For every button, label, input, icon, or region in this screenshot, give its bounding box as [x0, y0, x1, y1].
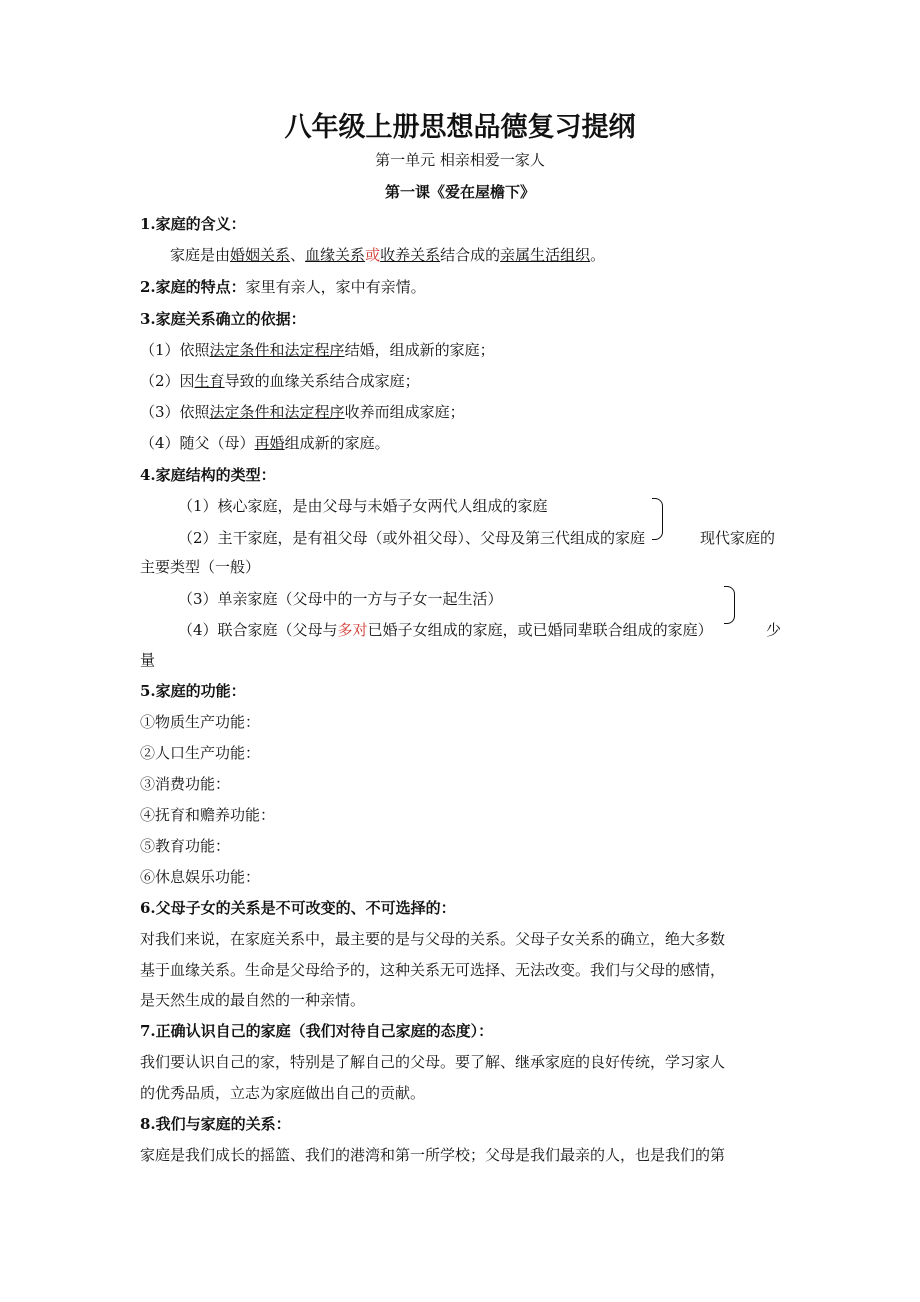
lesson-heading: 第一课《爱在屋檐下》: [384, 183, 535, 201]
paragraph-line: 的优秀品质，立志为家庭做出自己的贡献。: [140, 1084, 426, 1102]
text-span: 结婚，组成新的家庭；: [344, 341, 495, 359]
section-2-heading: 2.家庭的特点：: [140, 278, 246, 296]
section-2-line: [140, 277, 426, 297]
section-7-heading: 7.正确认识自己的家庭（我们对待自己家庭的态度）：: [140, 1022, 494, 1040]
text-span: 导致的血缘关系结合成家庭；: [224, 372, 420, 390]
section-5-heading: 5.家庭的功能：: [140, 682, 246, 700]
text-span: （3）依照: [140, 403, 210, 421]
underlined-term: 法定条件和法定程序: [209, 341, 345, 359]
highlight-term: 多对: [337, 621, 368, 639]
text-span: 。: [590, 246, 606, 264]
function-item: ②人口生产功能：: [140, 744, 261, 762]
family-type-item: （3）单亲家庭（父母中的一方与子女一起生活）: [178, 590, 503, 608]
text-span: 、: [290, 246, 306, 264]
function-item: ⑤教育功能：: [140, 837, 231, 855]
function-item: ④抚育和赡养功能：: [140, 806, 276, 824]
paragraph-line: 家庭是我们成长的摇篮、我们的港湾和第一所学校；父母是我们最亲的人，也是我们的第: [140, 1146, 726, 1164]
section-3-item: [140, 371, 420, 391]
brace-mark: [724, 586, 735, 624]
minority-note-cont: 量: [140, 651, 156, 669]
text-span: （1）依照: [140, 341, 210, 359]
modern-family-note: 现代家庭的: [700, 529, 776, 547]
section-2-text: 家里有亲人，家中有亲情。: [245, 278, 426, 296]
section-3-item: [140, 433, 390, 453]
section-8-heading: 8.我们与家庭的关系：: [140, 1115, 291, 1133]
function-item: ①物质生产功能：: [140, 713, 261, 731]
section-6-heading: 6.父母子女的关系是不可改变的、不可选择的：: [140, 899, 456, 917]
paragraph-line: 基于血缘关系。生命是父母给予的，这种关系无可选择、无法改变。我们与父母的感情，: [140, 961, 726, 979]
underlined-term: 亲属生活组织: [500, 246, 591, 264]
section-4-heading: 4.家庭结构的类型：: [140, 466, 276, 484]
unit-heading: 第一单元 相亲相爱一家人: [375, 151, 545, 169]
family-type-item: [178, 620, 713, 640]
function-item: ⑥休息娱乐功能：: [140, 868, 261, 886]
underlined-term: 婚姻关系: [230, 246, 291, 264]
section-1-heading: 1.家庭的含义：: [140, 215, 246, 233]
paragraph-line: 我们要认识自己的家，特别是了解自己的父母。要了解、继承家庭的良好传统，学习家人: [140, 1053, 726, 1071]
brace-mark: [652, 498, 663, 540]
underlined-term: 收养关系: [380, 246, 441, 264]
page-title: 八年级上册思想品德复习提纲: [284, 112, 636, 143]
section-1-text: [170, 245, 605, 265]
family-type-item: （1）核心家庭，是由父母与未婚子女两代人组成的家庭: [178, 497, 548, 515]
minority-note: 少: [766, 621, 782, 639]
underlined-term: 法定条件和法定程序: [209, 403, 345, 421]
underlined-term: 生育: [194, 372, 225, 390]
text-span: 已婚子女组成的家庭，或已婚同辈联合组成的家庭）: [367, 621, 713, 639]
function-item: ③消费功能：: [140, 775, 231, 793]
underlined-term: 血缘关系: [305, 246, 366, 264]
text-span: 组成新的家庭。: [284, 434, 390, 452]
paragraph-line: 是天然生成的最自然的一种亲情。: [140, 991, 366, 1009]
text-span: （4）随父（母）: [140, 434, 255, 452]
paragraph-line: 对我们来说，在家庭关系中，最主要的是与父母的关系。父母子女关系的确立，绝大多数: [140, 930, 726, 948]
text-span: 家庭是由: [170, 246, 231, 264]
underlined-term: 再婚: [254, 434, 285, 452]
section-3-item: [140, 340, 495, 360]
text-span: （2）因: [140, 372, 195, 390]
highlight-term: 或: [365, 246, 381, 264]
section-3-item: [140, 402, 465, 422]
text-span: 收养而组成家庭；: [344, 403, 465, 421]
modern-family-note-cont: 主要类型（一般）: [140, 558, 261, 576]
text-span: 结合成的: [440, 246, 501, 264]
family-type-item: （2）主干家庭，是有祖父母（或外祖父母）、父母及第三代组成的家庭: [178, 529, 646, 547]
text-span: （4）联合家庭（父母与: [178, 621, 338, 639]
section-3-heading: 3.家庭关系确立的依据：: [140, 310, 306, 328]
